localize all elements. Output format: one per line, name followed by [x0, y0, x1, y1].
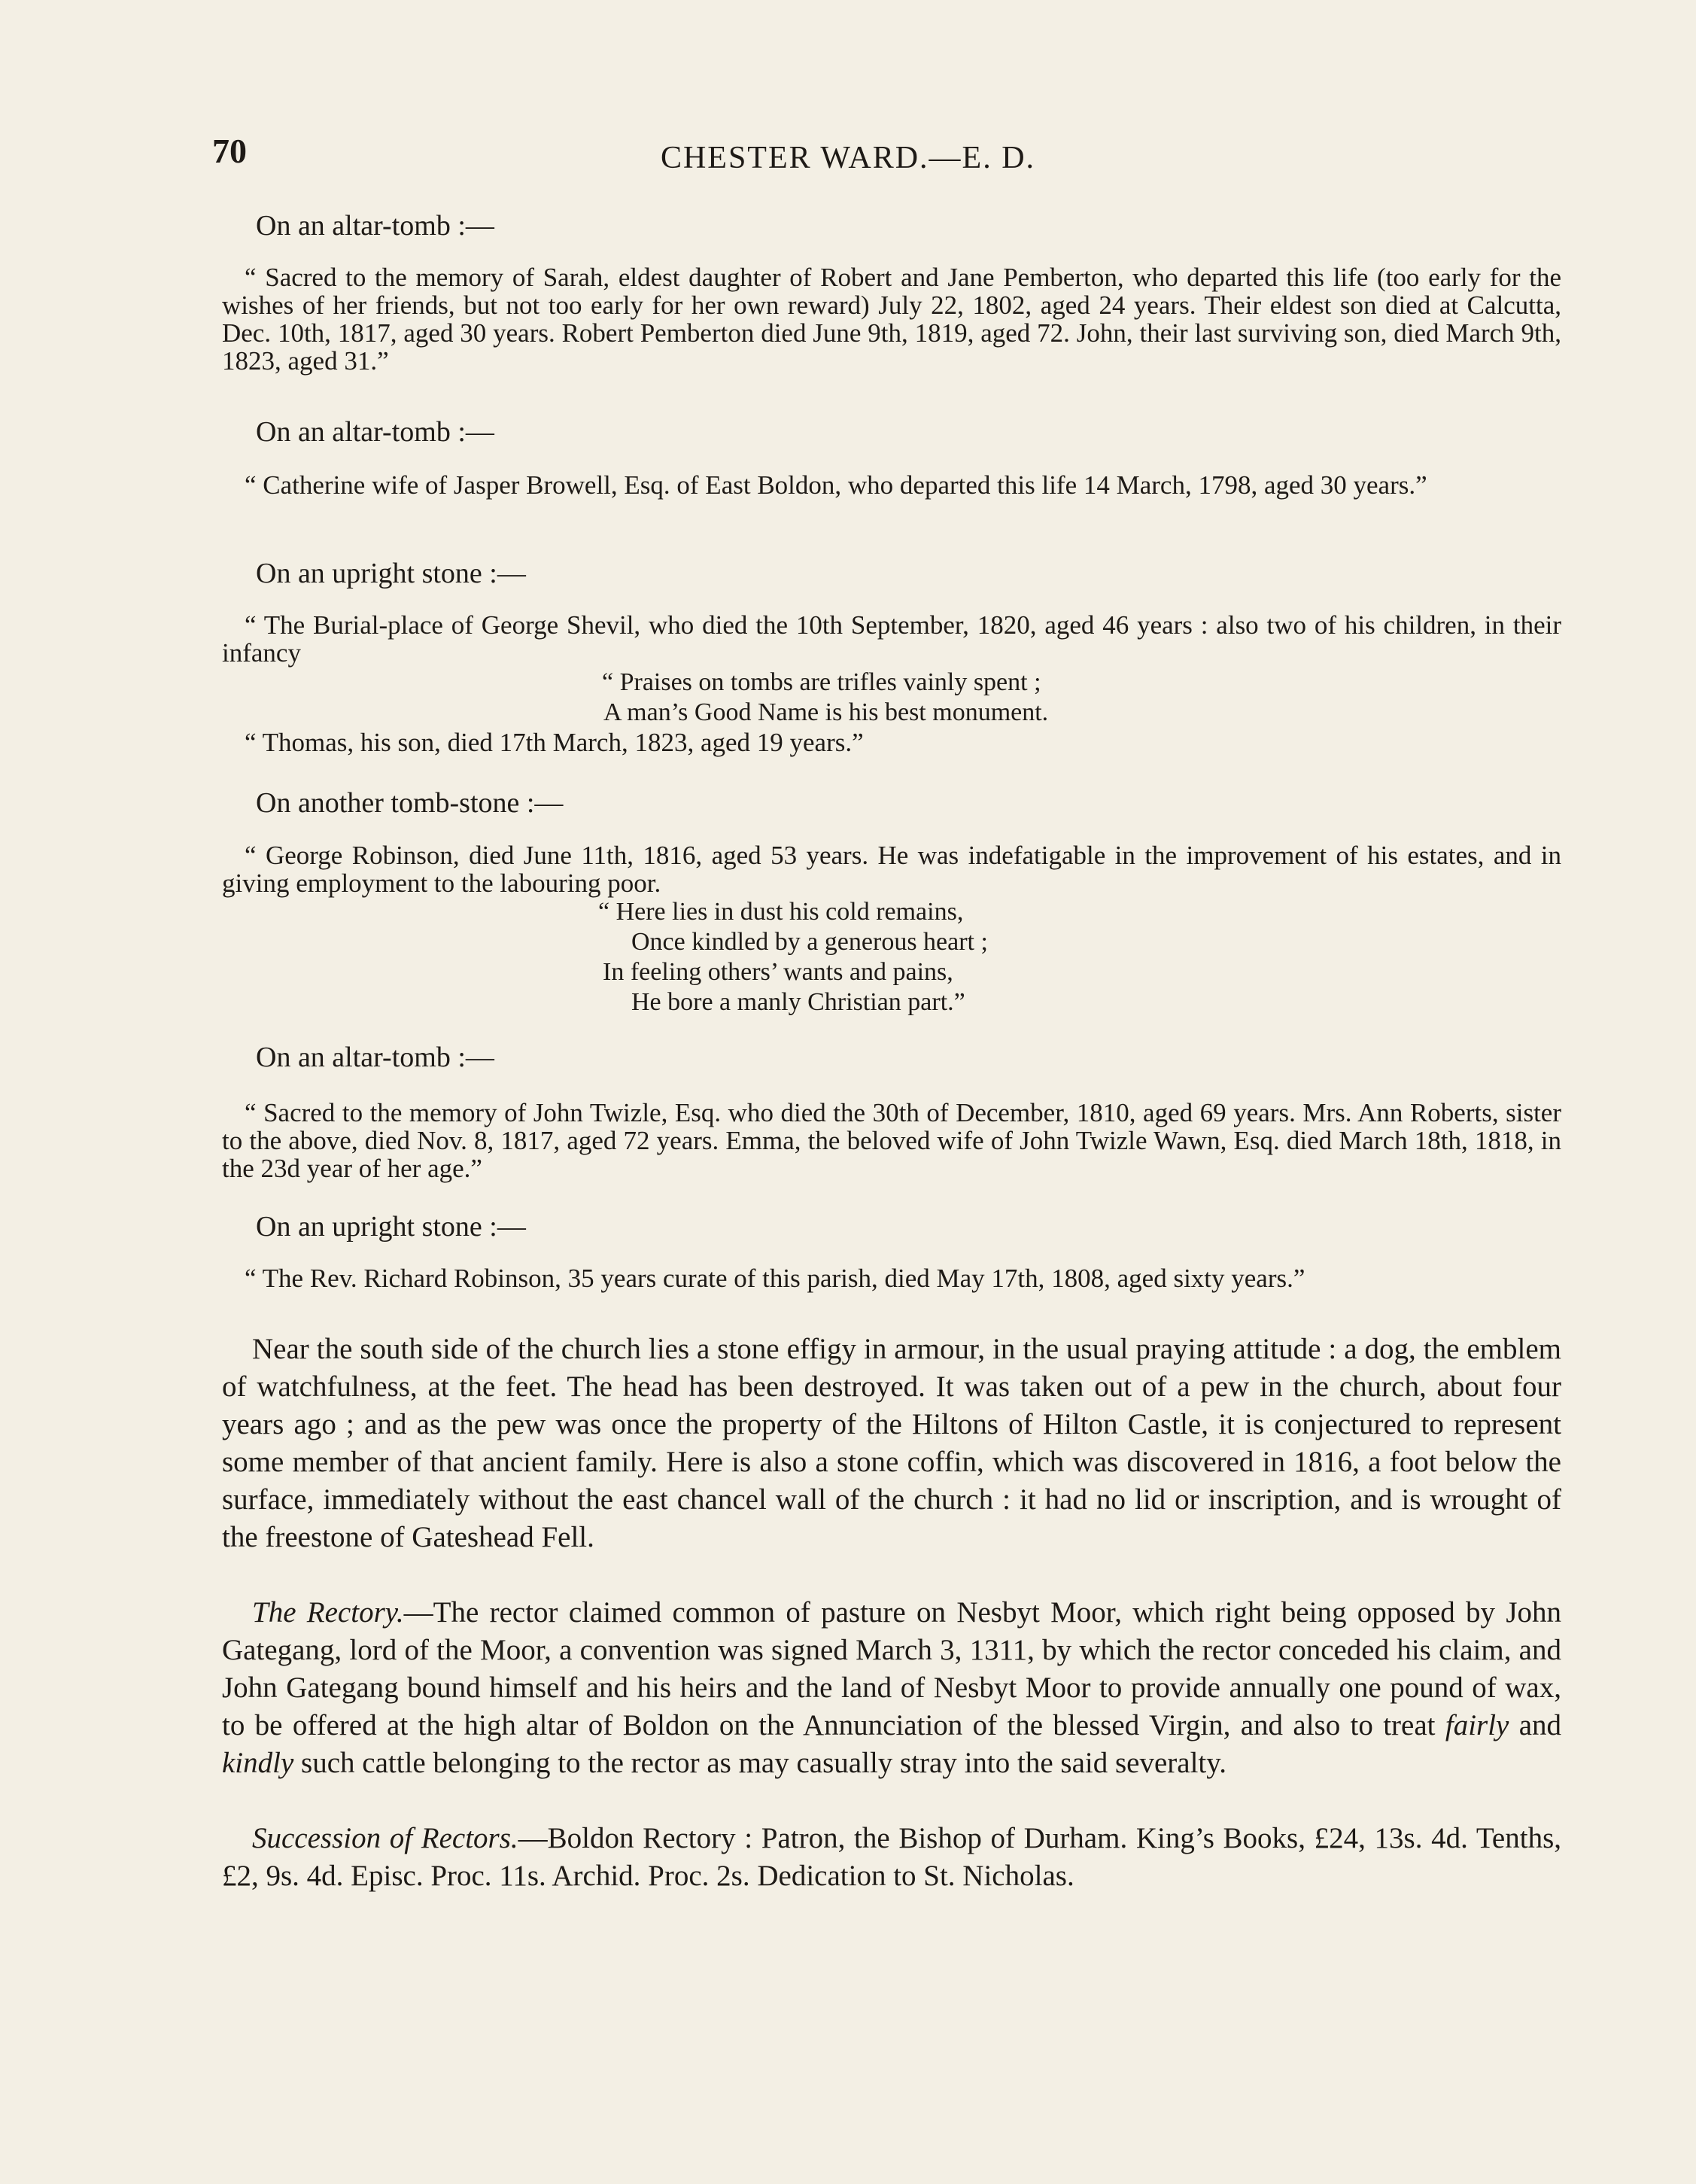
entry-heading: On an upright stone :—: [256, 1211, 526, 1243]
rectory-connector: and: [1509, 1709, 1562, 1741]
verse-line: In feeling others’ wants and pains,: [603, 958, 953, 986]
verse-line: “ Here lies in dust his cold remains,: [598, 898, 964, 926]
inscription-text: “ George Robinson, died June 11th, 1816, aged 53 years. He was indefatigable in the improvement of his estates, and in giving employment to the labouring poor.: [222, 841, 1561, 898]
inscription-text: “ The Rev. Richard Robinson, 35 years curate of this parish, died May 17th, 1808, aged sixty years.”: [245, 1264, 1305, 1293]
entry-heading: On another tomb-stone :—: [256, 787, 564, 819]
inscription-text: “ Catherine wife of Jasper Browell, Esq. of East Boldon, who departed this life 14 March, 1798, aged 30 years.”: [245, 470, 1427, 500]
rectory-text-end: such cattle belonging to the rector as may casually stray into the said severalty.: [293, 1747, 1226, 1779]
succession-text: —Boldon Rectory : Patron, the Bishop of Durham. King’s Books, £24, 13s. 4d. Tenths, £2, 9s. 4d. Episc. Proc. 11s. Archid. Proc. 2s. Dedication to St. Nicholas.: [222, 1822, 1562, 1892]
verse-line: He bore a manly Christian part.”: [631, 988, 965, 1016]
rectory-label: The Rectory.: [252, 1596, 404, 1629]
entry-heading: On an altar-tomb :—: [256, 416, 494, 448]
inscription-text: “ Sacred to the memory of John Twizle, Esq. who died the 30th of December, 1810, aged 69 years. Mrs. Ann Roberts, sister to the above, died Nov. 8, 1817, aged 72 years. Emma, the beloved wife of John Twizle Wawn, Esq. died March 18th, 1818, in the 23d year of her age.”: [222, 1098, 1561, 1183]
emphasis-fairly: fairly: [1445, 1709, 1509, 1741]
verse-line: A man’s Good Name is his best monument.: [603, 698, 1049, 726]
body-paragraph: Near the south side of the church lies a stone effigy in armour, in the usual praying attitude : a dog, the emblem of watchfulness, at the feet. The head has been destroyed. It was taken out of a pew in the church, about four years ago ; and as the pew was once the property of the Hiltons of Hilton Castle, it is conjectured to represent some member of that ancient family. Here is also a stone coffin, which was discovered in 1816, a foot below the surface, immediately without the east chancel wall of the church : it had no lid or inscription, and is wrought of the freestone of Gateshead Fell.: [222, 1333, 1561, 1553]
succession-paragraph: [222, 1820, 1561, 1895]
epitaph-verse: [602, 668, 1048, 728]
entry-heading: On an altar-tomb :—: [256, 1042, 494, 1073]
inscription-text: “ The Burial-place of George Shevil, who died the 10th September, 1820, aged 46 years : also two of his children, in their infancy: [222, 610, 1561, 668]
entry-heading: On an upright stone :—: [256, 558, 526, 589]
rectory-paragraph: [222, 1594, 1561, 1782]
verse-line: Once kindled by a generous heart ;: [631, 928, 988, 956]
page-number: 70: [212, 132, 247, 170]
succession-label: Succession of Rectors.: [252, 1822, 518, 1854]
emphasis-kindly: kindly: [222, 1747, 294, 1779]
running-title: CHESTER WARD.—E. D.: [660, 141, 1036, 175]
inscription-text: “ Sacred to the memory of Sarah, eldest daughter of Robert and Jane Pemberton, who departed this life (too early for the wishes of her friends, but not too early for her own reward) July 22, 1802, aged 24 years. Their eldest son died at Calcutta, Dec. 10th, 1817, aged 30 years. Robert Pemberton died June 9th, 1819, aged 72. John, their last surviving son, died March 9th, 1823, aged 31.”: [222, 263, 1561, 376]
verse-line: “ Praises on tombs are trifles vainly spent ;: [602, 668, 1041, 696]
entry-heading: On an altar-tomb :—: [256, 210, 494, 242]
inscription-text: “ Thomas, his son, died 17th March, 1823, aged 19 years.”: [245, 728, 864, 757]
rectory-text: —The rector claimed common of pasture on Nesbyt Moor, which right being opposed by John Gategang, lord of the Moor, a convention was signed March 3, 1311, by which the rector conceded his claim, and John Gategang bound himself and his heirs and the land of Nesbyt Moor to provide annually one pound of wax, to be offered at the high altar of Boldon on the Annunciation of the blessed Virgin, and also to treat: [222, 1596, 1561, 1741]
epitaph-verse: [598, 897, 988, 1017]
